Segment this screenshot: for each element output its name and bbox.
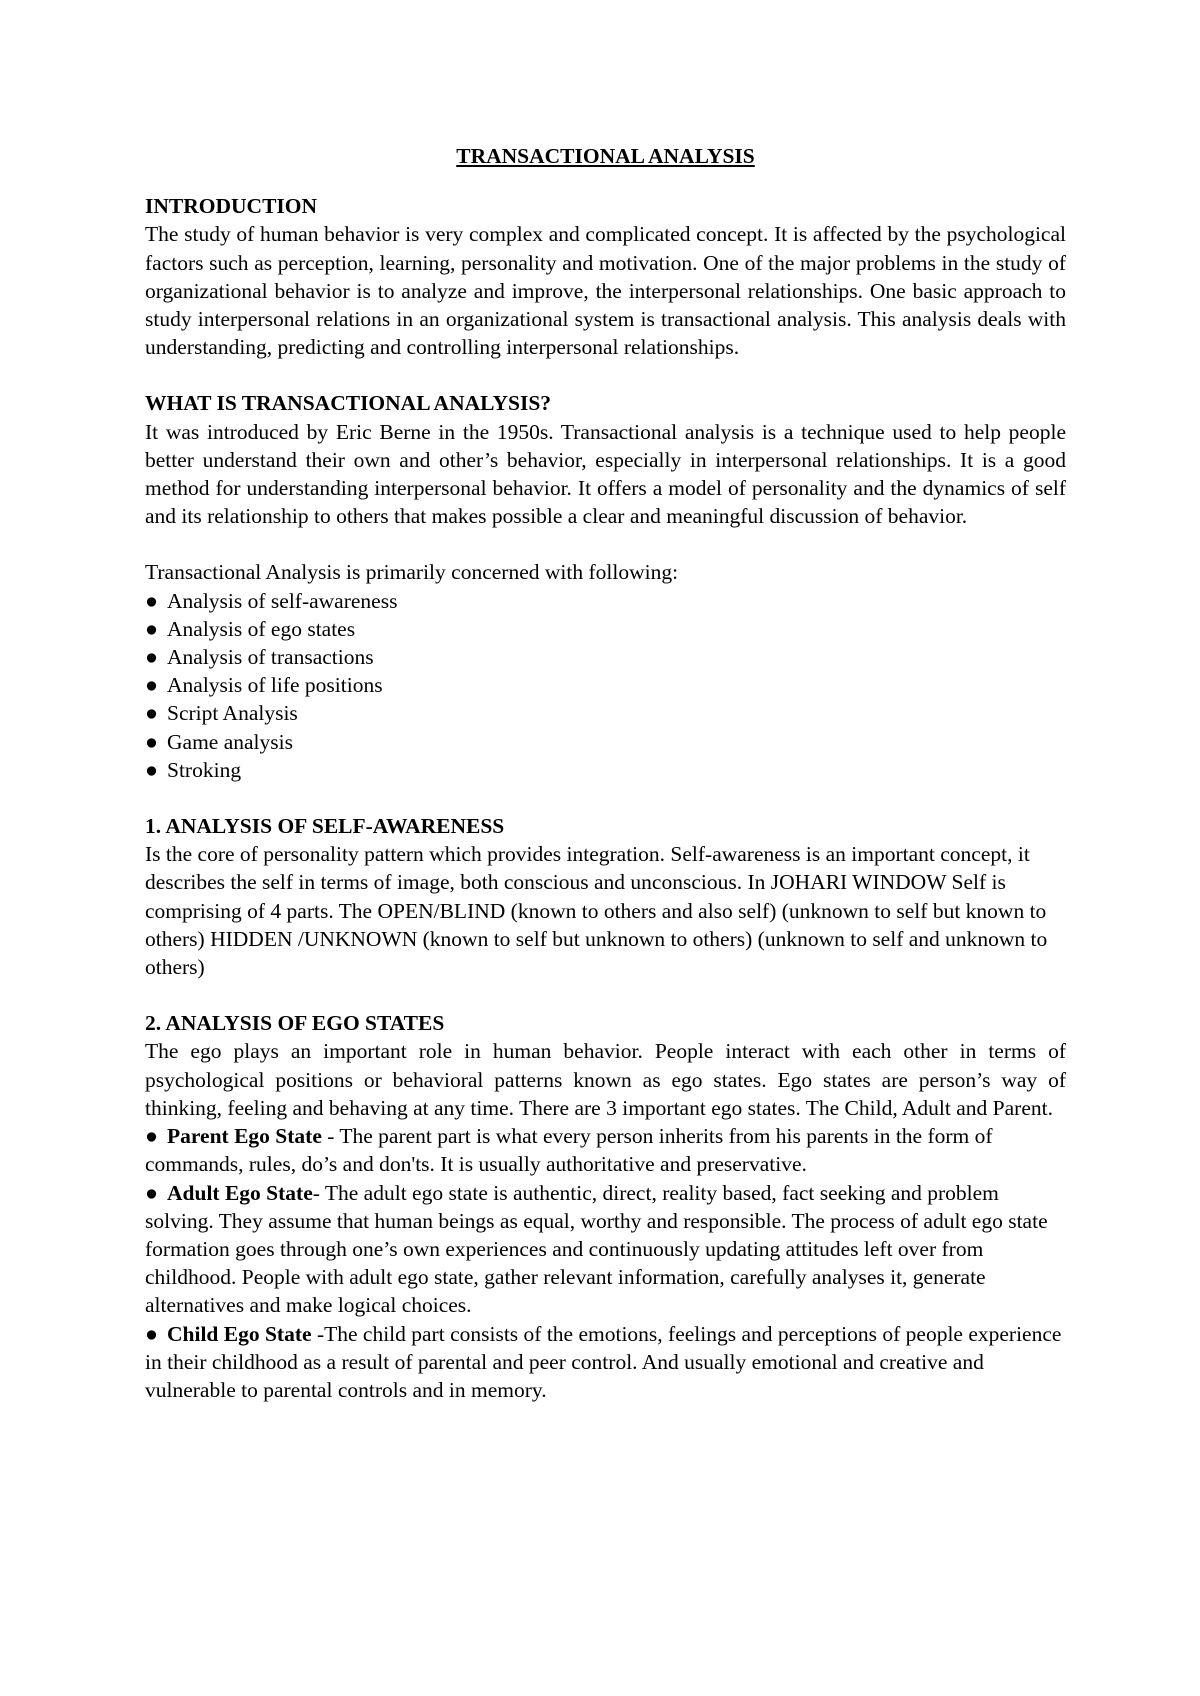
- bullet-icon: ●: [145, 588, 158, 613]
- document-title: TRANSACTIONAL ANALYSIS: [456, 144, 755, 168]
- document-page: [145, 142, 1066, 1404]
- bullet-icon: ●: [145, 1321, 158, 1346]
- introduction-paragraph: The study of human behavior is very complex and complicated concept. It is affected by the psychological factors such as perception, learning, personality and motivation. One of the major problems in the study of organizational behavior is to analyze and improve, the interpersonal relationships. One basic approach to study interpersonal relations in an organizational system is transactional analysis. This analysis deals with understanding, predicting and controlling interpersonal relationships.: [145, 222, 1066, 360]
- bullet-icon: ●: [145, 616, 158, 641]
- bullet-icon: ●: [145, 673, 158, 698]
- ego-state-item-child: [145, 1320, 1066, 1405]
- bullet-icon: ●: [145, 645, 158, 670]
- concerns-list: [145, 587, 1066, 784]
- concerns-intro: Transactional Analysis is primarily concerned with following:: [145, 560, 679, 585]
- list-item: [145, 756, 1066, 784]
- ego-states-heading: 2. ANALYSIS OF EGO STATES: [145, 1011, 445, 1036]
- spacer: [145, 361, 1066, 389]
- self-awareness-paragraph: Is the core of personality pattern which provides integration. Self-awareness is an important concept, it describes the self in terms of image, both conscious and unconscious. In JOHARI WINDOW Self is comprising of 4 parts. The OPEN/BLIND (known to others and also self) (unknown to self but known to others) HIDDEN /UNKNOWN (known to self but unknown to others) (unknown to self and unknown to others): [145, 842, 1048, 980]
- list-item-text: Analysis of self-awareness: [167, 588, 398, 613]
- list-item: [145, 728, 1066, 756]
- what-is-paragraph: It was introduced by Eric Berne in the 1950s. Transactional analysis is a technique used to help people better understand their own and other’s behavior, especially in interpersonal relationships. It is a good method for understanding interpersonal behavior. It offers a model of personality and the dynamics of self and its relationship to others that makes possible a clear and meaningful discussion of behavior.: [145, 419, 1066, 529]
- list-item: [145, 587, 1066, 615]
- ego-state-item-adult: [145, 1179, 1066, 1320]
- ego-state-term: Child Ego State: [167, 1321, 312, 1346]
- bullet-icon: ●: [145, 701, 158, 726]
- ego-states-list: [145, 1122, 1066, 1404]
- list-item-text: Analysis of life positions: [167, 673, 383, 698]
- bullet-icon: ●: [145, 1180, 158, 1205]
- bullet-icon: ●: [145, 729, 158, 754]
- list-item: [145, 699, 1066, 727]
- list-item: [145, 643, 1066, 671]
- list-item: [145, 671, 1066, 699]
- bullet-icon: ●: [145, 757, 158, 782]
- list-item-text: Script Analysis: [167, 701, 298, 726]
- list-item: [145, 615, 1066, 643]
- what-is-heading: WHAT IS TRANSACTIONAL ANALYSIS?: [145, 391, 552, 416]
- spacer: [145, 981, 1066, 1009]
- introduction-heading: INTRODUCTION: [145, 194, 318, 219]
- bullet-icon: ●: [145, 1124, 158, 1149]
- ego-state-term: Adult Ego State: [167, 1180, 313, 1205]
- ego-states-paragraph: The ego plays an important role in human behavior. People interact with each other in terms of psychological positions or behavioral patterns known as ego states. Ego states are person’s way of thinking, feeling and behaving at any time. There are 3 important ego states. The Child, Adult and Parent.: [145, 1039, 1066, 1120]
- spacer: [145, 530, 1066, 558]
- list-item-text: Analysis of ego states: [167, 616, 356, 641]
- ego-state-description: - The adult ego state is authentic, direct, reality based, fact seeking and problem solving. They assume that human beings as equal, worthy and responsible. The process of adult ego state formation goes through one’s own experiences and continuously updating attitudes left over from childhood. People with adult ego state, gather relevant information, carefully analyses it, generate alternatives and make logical choices.: [145, 1180, 1048, 1318]
- ego-state-term: Parent Ego State: [167, 1124, 322, 1149]
- ego-state-description: -The child part consists of the emotions, feelings and perceptions of people experience in their childhood as a result of parental and peer control. And usually emotional and creative and vulnerable to parental controls and in memory.: [145, 1321, 1062, 1402]
- list-item-text: Stroking: [167, 757, 242, 782]
- self-awareness-heading: 1. ANALYSIS OF SELF-AWARENESS: [145, 814, 505, 839]
- list-item-text: Game analysis: [167, 729, 293, 754]
- spacer: [145, 784, 1066, 812]
- ego-state-description: - The parent part is what every person inherits from his parents in the form of commands, rules, do’s and don'ts. It is usually authoritative and preservative.: [145, 1124, 993, 1177]
- list-item-text: Analysis of transactions: [167, 645, 374, 670]
- ego-state-item-parent: [145, 1122, 1066, 1178]
